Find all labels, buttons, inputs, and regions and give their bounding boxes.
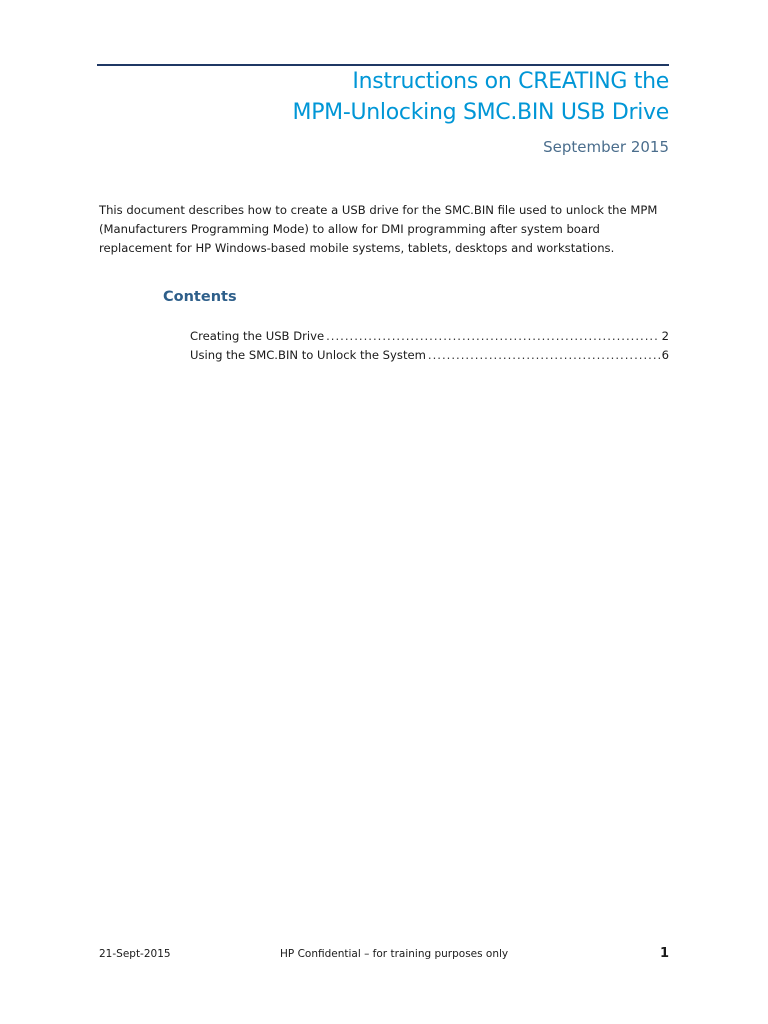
intro-paragraph: This document describes how to create a USB drive for the SMC.BIN file used to unlock the MPM (Manufacturers Programming Mode) to allow for DMI programming after system board replacement for HP Windows-based mobile systems, tablets, desktops and workstations. <box>99 203 658 255</box>
footer-confidential-notice: HP Confidential – for training purposes only <box>280 948 509 960</box>
toc-leader-dots <box>428 346 660 365</box>
toc-entry-page: 2 <box>661 329 669 343</box>
toc-entry-label: Creating the USB Drive <box>190 329 325 343</box>
page-footer <box>99 946 669 964</box>
document-title-line-2: MPM-Unlocking SMC.BIN USB Drive <box>292 100 669 125</box>
document-title-line-1: Instructions on CREATING the <box>352 69 669 94</box>
footer-page-number: 1 <box>659 946 669 961</box>
toc-leader-dots <box>326 327 660 346</box>
contents-heading: Contents <box>163 289 237 305</box>
document-date: September 2015 <box>543 138 669 156</box>
toc-entry-creating-usb-drive[interactable] <box>190 327 669 346</box>
toc-entry-label: Using the SMC.BIN to Unlock the System <box>190 348 426 362</box>
table-of-contents <box>190 327 669 365</box>
toc-entry-page: 6 <box>661 348 669 362</box>
footer-date: 21-Sept-2015 <box>99 948 171 960</box>
toc-entry-using-smc-bin[interactable] <box>190 346 669 365</box>
title-block <box>293 66 669 157</box>
